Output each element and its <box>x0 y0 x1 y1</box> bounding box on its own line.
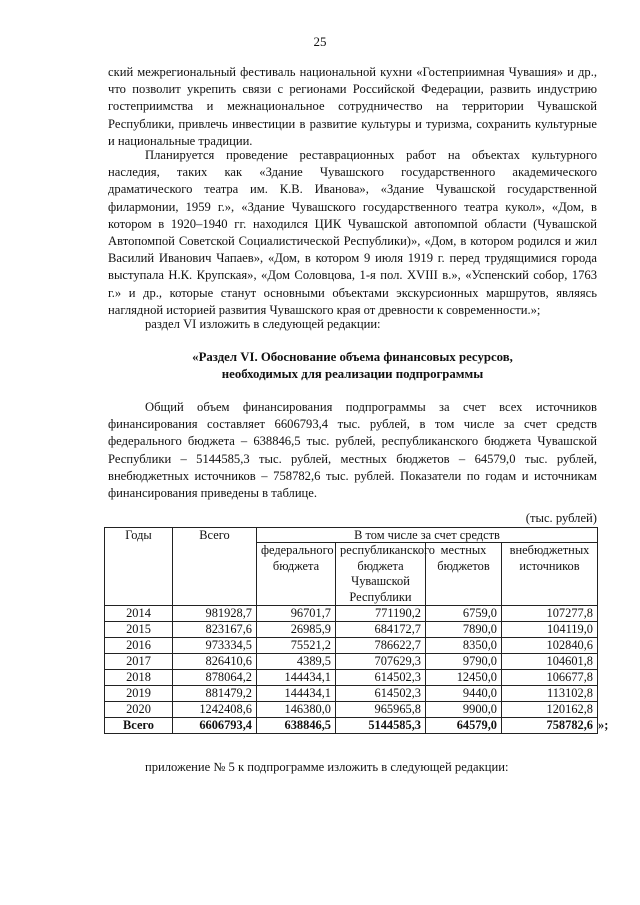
cell-ext: 106677,8 <box>502 670 598 686</box>
cell-fed: 75521,2 <box>257 638 336 654</box>
page-number: 25 <box>313 34 327 49</box>
cell-loc: 64579,0 <box>426 718 502 734</box>
cell-total: 881479,2 <box>173 686 257 702</box>
paragraph-festival: ский межрегиональный фестиваль национальной кухни «Гостеприимная Чувашия» и др., что позволит укрепить связи с регионами Российской Федерации, развить индустрию гостеприимства и межнациональное сотрудничество на территории Чувашской Республики, привлечь инвестиции в развитие культуры и туризма, сохранить культурные и национальные традиции. <box>108 65 597 148</box>
cell-total: 878064,2 <box>173 670 257 686</box>
cell-total: 1242408,6 <box>173 702 257 718</box>
cell-loc: 12450,0 <box>426 670 502 686</box>
cell-year: 2016 <box>105 638 173 654</box>
col-header-total: Всего <box>173 528 257 606</box>
section-heading-line1: «Раздел VI. Обоснование объема финансовых ресурсов, <box>192 350 513 364</box>
cell-fed: 144434,1 <box>257 686 336 702</box>
cell-fed: 146380,0 <box>257 702 336 718</box>
table-body <box>105 606 609 734</box>
col-header-group: В том числе за счет средств <box>257 528 598 543</box>
table-row <box>105 622 598 638</box>
cell-rep: 965965,8 <box>336 702 426 718</box>
paragraph-appendix: приложение № 5 к подпрограмме изложить в следующей редакции: <box>145 760 509 774</box>
cell-year: 2014 <box>105 606 173 622</box>
col-header-years: Годы <box>105 528 173 606</box>
cell-ext: 102840,6 <box>502 638 598 654</box>
table-unit-label: (тыс. рублей) <box>525 511 597 525</box>
cell-ext: 107277,8 <box>502 606 598 622</box>
cell-rep: 614502,3 <box>336 686 426 702</box>
table-row <box>105 670 598 686</box>
paragraph-section-intro: раздел VI изложить в следующей редакции: <box>145 317 381 331</box>
section-heading <box>108 349 597 383</box>
cell-year: 2019 <box>105 686 173 702</box>
cell-fed: 4389,5 <box>257 654 336 670</box>
cell-year: 2015 <box>105 622 173 638</box>
table-row <box>105 702 598 718</box>
cell-total: 981928,7 <box>173 606 257 622</box>
cell-year: 2020 <box>105 702 173 718</box>
cell-rep: 786622,7 <box>336 638 426 654</box>
cell-loc: 9440,0 <box>426 686 502 702</box>
cell-rep: 614502,3 <box>336 670 426 686</box>
cell-rep: 771190,2 <box>336 606 426 622</box>
cell-loc: 8350,0 <box>426 638 502 654</box>
cell-year: 2018 <box>105 670 173 686</box>
cell-fed: 96701,7 <box>257 606 336 622</box>
paragraph-restoration: Планируется проведение реставрационных работ на объектах культурного наследия, таких как «Здание Чувашского государственного академического драматического театра им. К.В. Иванова», «Здание Чувашской государственной филармонии, 1959 г.», «Здание Чувашского государственного театра кукол», «Дом, в котором в 1920–1940 гг. находился ЦИК Чувашской автопомпой области (Чувашской Автопомпой Советской Социалистической Республики)», «Дом, в котором родился и жил Василий Иванович Чапаев», «Дом, в котором 9 июля 1919 г. перед трудящимися города выступала Н.К. Крупская», «Дом Соловцова, 1-я пол. XVIII в.», «Успенский собор, 1763 г.» и др., которые станут основными объектами экскурсионных маршрутов, являясь наглядной историей развития Чувашского края от древности к современности.»; <box>108 148 597 317</box>
cell-fed: 26985,9 <box>257 622 336 638</box>
cell-ext: 104119,0 <box>502 622 598 638</box>
table-row <box>105 686 598 702</box>
cell-total: 826410,6 <box>173 654 257 670</box>
financing-table <box>104 527 609 734</box>
col-header-local: местных бюджетов <box>426 543 502 606</box>
table-row <box>105 654 598 670</box>
cell-ext: 104601,8 <box>502 654 598 670</box>
cell-fed: 638846,5 <box>257 718 336 734</box>
cell-ext: 120162,8 <box>502 702 598 718</box>
cell-loc: 9900,0 <box>426 702 502 718</box>
cell-rep: 5144585,3 <box>336 718 426 734</box>
cell-loc: 7890,0 <box>426 622 502 638</box>
col-header-federal: федерального бюджета <box>257 543 336 606</box>
cell-year: Всего <box>105 718 173 734</box>
cell-ext: 758782,6 <box>502 718 598 734</box>
paragraph-financing: Общий объем финансирования подпрограммы за счет всех источников финансирования составляет 6606793,4 тыс. рублей, в том числе за счет средств федерального бюджета – 638846,5 тыс. рублей, республиканского бюджета Чувашской Республики – 5144585,3 тыс. рублей, местных бюджетов – 64579,0 тыс. рублей, внебюджетных источников – 758782,6 тыс. рублей. Показатели по годам и источникам финансирования приведены в таблице. <box>108 400 597 501</box>
table-row <box>105 606 598 622</box>
cell-rep: 684172,7 <box>336 622 426 638</box>
table-row <box>105 638 598 654</box>
section-heading-line2: необходимых для реализации подпрограммы <box>221 367 484 381</box>
cell-rep: 707629,3 <box>336 654 426 670</box>
cell-total: 823167,6 <box>173 622 257 638</box>
cell-total: 6606793,4 <box>173 718 257 734</box>
col-header-republican: республиканского бюджета Чувашской Республики <box>336 543 426 606</box>
cell-fed: 144434,1 <box>257 670 336 686</box>
cell-loc: 6759,0 <box>426 606 502 622</box>
col-header-extrabudget: внебюджетных источников <box>502 543 598 606</box>
cell-ext: 113102,8 <box>502 686 598 702</box>
table-total-row: Всего 6606793,4 638846,5 5144585,3 64579,0 758782,6 »; <box>105 718 598 734</box>
cell-year: 2017 <box>105 654 173 670</box>
cell-loc: 9790,0 <box>426 654 502 670</box>
cell-total: 973334,5 <box>173 638 257 654</box>
